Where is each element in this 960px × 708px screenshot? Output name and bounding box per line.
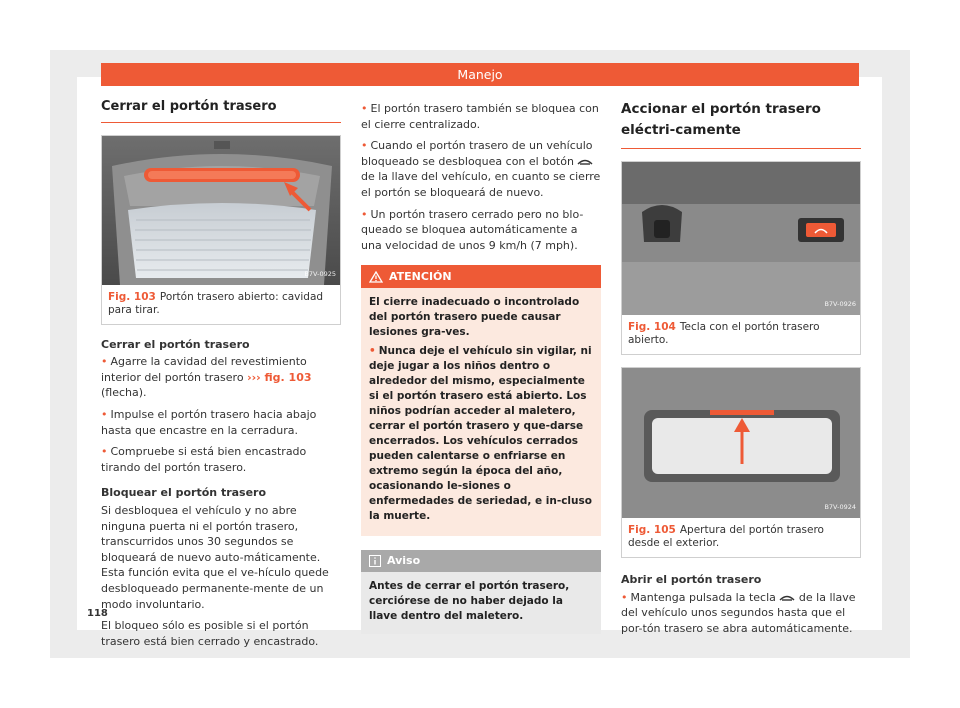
- figure-104: [621, 161, 861, 355]
- heading-close: Cerrar el portón trasero: [101, 337, 250, 351]
- warning-title: ATENCIÓN: [389, 270, 452, 284]
- figure-caption-text: Portón trasero abierto: cavidad para tirar.: [108, 290, 324, 316]
- chapter-header: Manejo: [101, 63, 859, 86]
- tailgate-interior-illustration: [102, 136, 340, 285]
- right-column: [621, 99, 861, 642]
- figure-code: B7V-0926: [824, 300, 856, 309]
- figure-103: [101, 135, 341, 325]
- bullet-open: • Mantenga pulsada la tecla de la llave del vehículo unos segundos hasta que el por-tón trasero se abra automáticamente.: [621, 590, 856, 635]
- heading-open: Abrir el portón trasero: [621, 573, 762, 586]
- figure-number: Fig. 104: [628, 321, 676, 333]
- bullet-icon: •: [101, 445, 108, 459]
- bullet-2: • Impulse el portón trasero hacia abajo hasta que encastre en la cerradura.: [101, 407, 317, 437]
- warning-box: [361, 265, 601, 536]
- bullet-central-locking: • El portón trasero también se bloquea con el cierre centralizado.: [361, 102, 599, 131]
- bullet-3: • Compruebe si está bien encastrado tirando del portón trasero.: [101, 445, 307, 474]
- note-header: [361, 550, 601, 572]
- warning-body: [361, 288, 601, 536]
- figure-number: Fig. 103: [108, 290, 156, 303]
- figure-reference-link[interactable]: ››› fig. 103: [247, 370, 312, 384]
- tailgate-exterior-image: [622, 368, 860, 518]
- heading-lock: Bloquear el portón trasero: [101, 486, 267, 500]
- figure-code: B7V-0924: [824, 503, 856, 512]
- figure-number: Fig. 105: [628, 524, 676, 536]
- figure-caption: [102, 285, 340, 324]
- bullet-icon: •: [361, 139, 368, 153]
- tailgate-key-icon: [779, 593, 795, 602]
- page-number: 118: [87, 608, 108, 619]
- bullet-icon: •: [101, 407, 108, 421]
- info-icon: [369, 555, 381, 567]
- warning-bullet: • Nunca deje el vehículo sin vigilar, ni deje jugar a los niños dentro o alrededor del mismo, especialmente si el portón trasero está abierto. Los niños podrían acceder al maletero, cerrar el portón trasero y que-darse encerrados. Los vehículos cerrados pueden calentarse o enfriarse en extremo según la época del año, ocasionando le-siones o enfermedades de seriedad, e in-cluso la muerte.: [369, 345, 592, 523]
- figure-105: [621, 367, 861, 558]
- figure-code: B7V-0925: [304, 270, 336, 278]
- warning-triangle-icon: [369, 271, 383, 283]
- left-column: [101, 99, 341, 655]
- warning-header: [361, 266, 601, 288]
- paragraph-lock-2: El bloqueo sólo es posible si el portón trasero está bien cerrado y encastrado.: [101, 619, 319, 648]
- tailgate-button-image: [622, 162, 860, 315]
- bullet-icon: •: [101, 355, 108, 369]
- bullet-icon: •: [621, 590, 628, 604]
- tailgate-interior-image: [102, 136, 340, 285]
- paragraph-lock-1: Si desbloquea el vehículo y no abre ninguna puerta ni el portón trasero, transcurridos unos 30 segundos se bloqueará de nuevo auto-máticamente. Esta función evita que el ve-hículo quede desbloqueado permanente-mente de un modo involuntario.: [101, 503, 329, 611]
- bullet-icon: •: [369, 345, 376, 358]
- section-title-close-tailgate: Cerrar el portón trasero: [101, 99, 341, 123]
- note-title: Aviso: [387, 554, 421, 568]
- bullet-auto-lock: • Un portón trasero cerrado pero no blo-queado se bloquea automáticamente a una velocidad de unos 9 km/h (7 mph).: [361, 207, 584, 252]
- bullet-1: • Agarre la cavidad del revestimiento interior del portón trasero ››› fig. 103 (flecha).: [101, 355, 312, 400]
- figure-caption: [622, 315, 860, 354]
- warning-paragraph: El cierre inadecuado o incontrolado del portón trasero puede causar lesiones gra-ves.: [369, 296, 580, 339]
- figure-caption: [622, 518, 860, 557]
- tailgate-button-illustration: [622, 162, 860, 315]
- tailgate-key-icon: [577, 157, 593, 166]
- figure-caption-text: Apertura del portón trasero desde el exterior.: [628, 524, 824, 549]
- bullet-icon: •: [361, 102, 368, 115]
- note-box: [361, 550, 601, 634]
- bullet-unlock-key: • Cuando el portón trasero de un vehículo bloqueado se desbloquea con el botón de la llave del vehículo, en cuanto se cierre el portón se bloqueará de nuevo.: [361, 139, 601, 199]
- tailgate-exterior-illustration: [622, 368, 860, 518]
- figure-caption-text: Tecla con el portón trasero abierto.: [628, 321, 820, 346]
- note-body: Antes de cerrar el portón trasero, cerciórese de no haber dejado la llave dentro del maletero.: [369, 580, 570, 623]
- middle-column: [361, 101, 601, 634]
- section-title-electric-tailgate: Accionar el portón trasero eléctri-camente: [621, 99, 861, 149]
- bullet-icon: •: [361, 207, 368, 221]
